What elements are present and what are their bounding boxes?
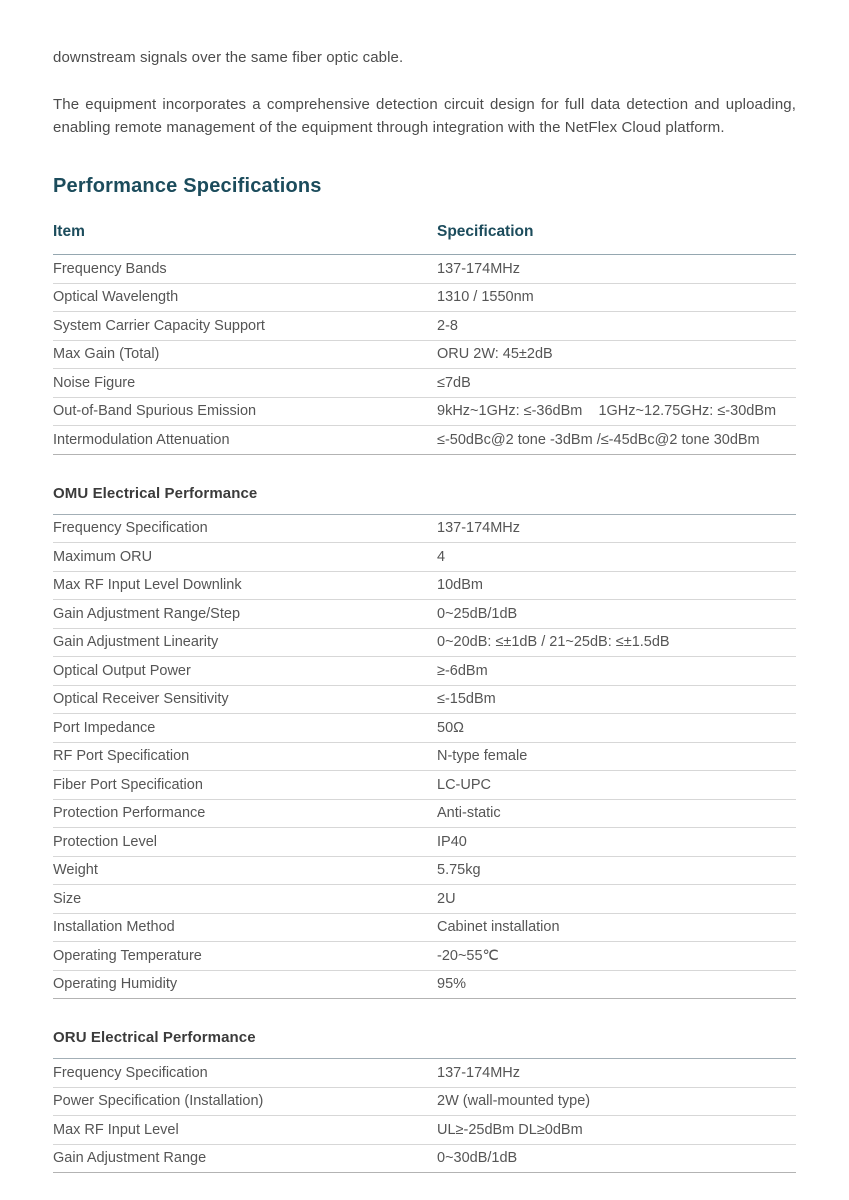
row-spec-cell: 5.75kg [437,862,481,879]
row-item-cell: Optical Receiver Sensitivity [53,691,229,708]
row-spec-cell: 50Ω [437,719,464,736]
row-spec-cell: ≥-6dBm [437,662,488,679]
row-item-cell: Operating Temperature [53,947,202,964]
table-row [53,914,796,943]
table-row [53,657,796,686]
row-item-cell: Size [53,890,82,907]
table-row [53,857,796,886]
table-row [53,629,796,658]
subsection-title-oru: ORU Electrical Performance [53,1029,796,1059]
row-spec-cell: 95% [437,976,467,993]
row-spec-cell: 137-174MHz [437,1064,521,1081]
row-item-cell: Max RF Input Level Downlink [53,577,242,594]
intro-paragraph-1: downstream signals over the same fiber optic cable. [53,49,404,66]
subsection-title-omu: OMU Electrical Performance [53,485,796,515]
table-row [53,426,796,455]
table-row [53,1059,796,1088]
row-item-cell: Out-of-Band Spurious Emission [53,403,257,420]
row-spec-cell: 0~20dB: ≤±1dB / 21~25dB: ≤±1.5dB [437,634,670,651]
row-item-cell: Frequency Specification [53,520,208,537]
table-row [53,398,796,427]
row-spec-cell: 137-174MHz [437,520,521,537]
page-title: Performance Specifications [53,175,322,197]
row-item-cell: Power Specification (Installation) [53,1093,264,1110]
table-row [53,1116,796,1145]
table-row [53,572,796,601]
column-header-specification: Specification [437,223,534,240]
row-spec-cell: -20~55℃ [437,947,499,964]
table-row [53,1145,796,1174]
row-spec-cell: N-type female [437,748,528,765]
main-spec-rows [53,255,796,455]
row-item-cell: Frequency Bands [53,260,167,277]
table-row [53,312,796,341]
oru-spec-rows [53,1059,796,1173]
row-spec-cell: ORU 2W: 45±2dB [437,346,553,363]
row-spec-cell: IP40 [437,833,467,850]
table-row [53,885,796,914]
row-spec-cell: 10dBm [437,577,483,594]
table-row [53,714,796,743]
table-row [53,543,796,572]
table-row [53,341,796,370]
row-item-cell: Optical Output Power [53,662,191,679]
row-spec-cell: 2U [437,890,456,907]
row-item-cell: Port Impedance [53,719,156,736]
row-item-cell: System Carrier Capacity Support [53,317,265,334]
row-spec-cell: 2W (wall-mounted type) [437,1093,591,1110]
table-row [53,255,796,284]
row-item-cell: Optical Wavelength [53,289,179,306]
table-header-row [53,223,796,255]
row-item-cell: Protection Level [53,833,157,850]
table-row [53,771,796,800]
row-spec-cell: UL≥-25dBm DL≥0dBm [437,1121,583,1138]
row-item-cell: Maximum ORU [53,548,153,565]
column-header-item: Item [53,223,85,240]
table-row [53,971,796,1000]
row-item-cell: Gain Adjustment Range/Step [53,605,241,622]
row-spec-cell: Cabinet installation [437,919,560,936]
table-row [53,828,796,857]
row-item-cell: Installation Method [53,919,175,936]
omu-spec-rows [53,515,796,1000]
table-row [53,369,796,398]
intro-paragraph-2: The equipment incorporates a comprehensive detection circuit design for full data detection and uploading, enabling remote management of the equipment through integration with the NetFlex Cloud platform. [53,96,796,136]
row-item-cell: Frequency Specification [53,1064,208,1081]
row-item-cell: Max RF Input Level [53,1121,179,1138]
row-spec-cell: 9kHz~1GHz: ≤-36dBm 1GHz~12.75GHz: ≤-30dBm [437,403,777,420]
row-item-cell: Fiber Port Specification [53,776,203,793]
row-item-cell: Max Gain (Total) [53,346,160,363]
row-spec-cell: Anti-static [437,805,501,822]
table-row [53,600,796,629]
row-item-cell: Operating Humidity [53,976,178,993]
row-item-cell: Weight [53,862,98,879]
table-row [53,284,796,313]
row-spec-cell: 2-8 [437,317,458,334]
table-row [53,743,796,772]
row-item-cell: Intermodulation Attenuation [53,431,230,448]
row-spec-cell: 0~25dB/1dB [437,605,518,622]
row-item-cell: Gain Adjustment Range [53,1150,207,1167]
row-spec-cell: ≤-15dBm [437,691,496,708]
row-item-cell: RF Port Specification [53,748,190,765]
row-spec-cell: 4 [437,548,446,565]
row-item-cell: Gain Adjustment Linearity [53,634,219,651]
row-spec-cell: ≤-50dBc@2 tone -3dBm /≤-45dBc@2 tone 30dBm [437,431,760,448]
intro-text-block [53,46,796,139]
table-row [53,686,796,715]
table-row [53,942,796,971]
row-spec-cell: LC-UPC [437,776,491,793]
row-spec-cell: ≤7dB [437,374,471,391]
table-row [53,515,796,544]
table-row [53,800,796,829]
row-spec-cell: 137-174MHz [437,260,521,277]
row-spec-cell: 1310 / 1550nm [437,289,534,306]
row-item-cell: Noise Figure [53,374,136,391]
row-spec-cell: 0~30dB/1dB [437,1150,518,1167]
row-item-cell: Protection Performance [53,805,206,822]
main-spec-table [53,223,796,455]
table-row [53,1088,796,1117]
